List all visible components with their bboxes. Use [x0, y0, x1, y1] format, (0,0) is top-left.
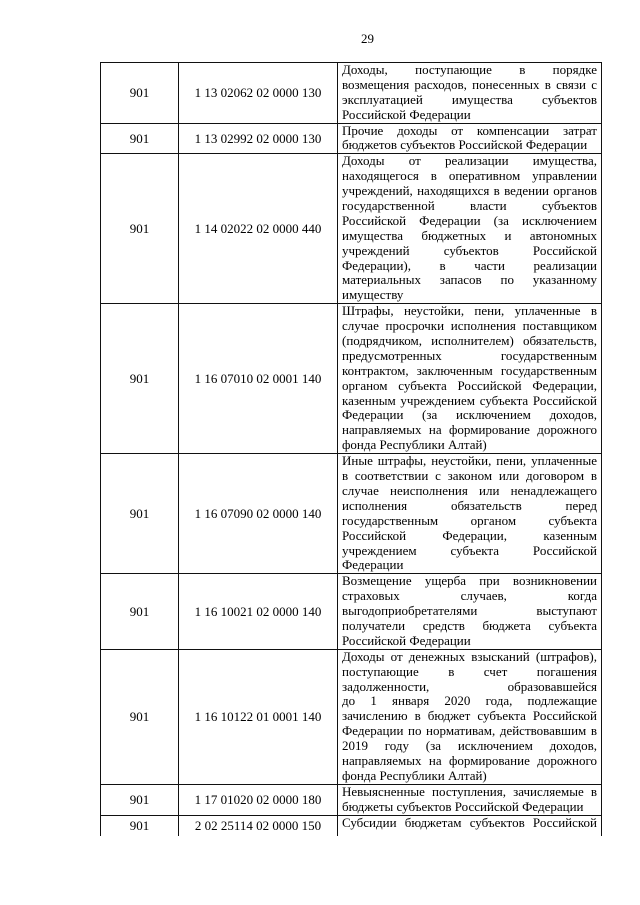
description-line: Субсидии бюджетам субъектов Российской — [342, 814, 597, 830]
description-cell — [337, 574, 602, 648]
description-line: органом субъекта Российской Федерации, — [342, 377, 597, 393]
description-line: государственной власти субъектов — [342, 198, 597, 214]
description-line: Федерации (за исключением доходов, — [342, 407, 597, 423]
description-line: выгодоприобретателями выступают — [342, 603, 597, 619]
description-line: случае неисполнения или ненадлежащего — [342, 482, 597, 498]
page-number: 29 — [361, 31, 374, 46]
description-line: поступающие в счет погашения — [342, 663, 597, 679]
description-line: бюджеты субъектов Российской Федерации — [342, 798, 584, 814]
budget-code-cell — [178, 454, 337, 573]
table-row — [100, 62, 602, 123]
description-line: Российской Федерации — [342, 632, 471, 648]
table-row — [100, 453, 602, 573]
budget-classification-code: 1 16 10122 01 0001 140 — [194, 709, 322, 725]
description-line: учреждением субъекта Российской — [342, 542, 597, 558]
budget-classification-code: 1 16 07090 02 0000 140 — [194, 506, 322, 522]
description-line: 2019 году (за исключением доходов, — [342, 738, 597, 754]
table-row — [100, 649, 602, 784]
admin-code-cell — [100, 454, 178, 573]
description-line: эксплуатацией имущества субъектов — [342, 91, 597, 107]
description-cell — [337, 304, 602, 453]
description-cell — [337, 124, 602, 154]
admin-code: 901 — [129, 792, 150, 808]
description-line: материальных запасов по указанному — [342, 272, 597, 288]
budget-code-cell — [178, 650, 337, 784]
budget-code-cell — [178, 304, 337, 453]
description-line: учреждений, находящихся в ведении органов — [342, 183, 597, 199]
admin-code: 901 — [129, 130, 150, 146]
admin-code: 901 — [129, 709, 150, 725]
budget-classification-code: 1 13 02992 02 0000 130 — [194, 130, 322, 146]
description-line: Доходы, поступающие в порядке — [342, 62, 597, 77]
admin-code: 901 — [129, 371, 150, 387]
description-line: бюджетов субъектов Российской Федерации — [342, 137, 588, 153]
budget-classification-code: 1 16 07010 02 0001 140 — [194, 371, 322, 387]
admin-code: 901 — [129, 506, 150, 522]
description-line: до 1 января 2020 года, подлежащие — [342, 693, 597, 709]
description-line: в соответствии с законом или договором в — [342, 468, 597, 484]
budget-classification-code: 2 02 25114 02 0000 150 — [194, 818, 322, 834]
description-cell — [337, 785, 602, 815]
description-line: государственным органом субъекта — [342, 512, 597, 528]
description-cell — [337, 816, 602, 837]
admin-code: 901 — [129, 85, 150, 101]
admin-code-cell — [100, 574, 178, 648]
table-row — [100, 303, 602, 453]
description-line: задолженности, образовавшейся — [342, 678, 597, 694]
description-line: Федерации по нормативам, действовавшим в — [342, 723, 597, 739]
description-cell — [337, 154, 602, 303]
budget-code-cell — [178, 154, 337, 303]
table-row — [100, 573, 602, 648]
budget-classification-code: 1 16 10021 02 0000 140 — [194, 604, 322, 619]
description-line: Российской Федерации — [342, 106, 471, 122]
description-line: учреждений субъектов Российской — [342, 242, 597, 258]
budget-classification-code: 1 17 01020 02 0000 180 — [194, 792, 322, 808]
description-line: Доходы от реализации имущества, — [342, 153, 597, 169]
description-line: Федерации), в части реализации — [342, 257, 597, 273]
budget-classification-code: 1 14 02022 02 0000 440 — [194, 221, 322, 237]
description-line: находящегося в оперативном управлении — [342, 168, 597, 184]
budget-code-cell — [178, 63, 337, 123]
description-line: имущества бюджетных и автономных — [342, 227, 597, 243]
admin-code-cell — [100, 154, 178, 303]
description-line: фонда Республики Алтай) — [342, 437, 487, 453]
description-cell — [337, 650, 602, 784]
description-line: страховых случаев, когда — [342, 588, 597, 604]
admin-code-cell — [100, 816, 178, 837]
admin-code-cell — [100, 785, 178, 815]
description-line: фонда Республики Алтай) — [342, 767, 487, 783]
admin-code-cell — [100, 63, 178, 123]
table-row — [100, 153, 602, 303]
description-line: предусмотренных государственным — [342, 347, 597, 363]
description-line: случае просрочки исполнения поставщиком — [342, 318, 597, 334]
description-line: Прочие доходы от компенсации затрат — [342, 122, 597, 138]
description-line: получатели средств бюджета субъекта — [342, 617, 597, 633]
description-line: Возмещение ущерба при возникновении — [342, 573, 597, 589]
admin-code-cell — [100, 304, 178, 453]
description-line: Штрафы, неустойки, пени, уплаченные в — [342, 303, 597, 319]
description-line: Иные штрафы, неустойки, пени, уплаченные — [342, 453, 597, 469]
description-line: Российской Федерации, казенным — [342, 527, 597, 543]
budget-classification-code: 1 13 02062 02 0000 130 — [194, 85, 322, 101]
admin-code-cell — [100, 124, 178, 154]
admin-code-cell — [100, 650, 178, 784]
description-line: исполнения обязательств перед — [342, 497, 597, 513]
table-row — [100, 815, 602, 837]
description-line: контрактом, заключенным государственным — [342, 362, 597, 378]
description-line: (подрядчиком, исполнителем) обязательств, — [342, 333, 597, 349]
budget-code-cell — [178, 816, 337, 837]
description-line: Федерации — [342, 557, 404, 573]
description-cell — [337, 454, 602, 573]
admin-code: 901 — [129, 818, 150, 834]
budget-classification-table — [100, 62, 602, 836]
table-row — [100, 123, 602, 154]
description-line: направляемых на формирование дорожного — [342, 422, 597, 438]
description-line: зачислению в бюджет субъекта Российской — [342, 708, 597, 724]
description-line: Российской Федерации (за исключением — [342, 212, 597, 228]
description-cell — [337, 63, 602, 123]
description-line: Невыясненные поступления, зачисляемые в — [342, 783, 597, 799]
budget-code-cell — [178, 785, 337, 815]
description-line: направляемых на формирование дорожного — [342, 752, 597, 768]
table-row — [100, 784, 602, 815]
description-line: казенным учреждением субъекта Российской — [342, 392, 597, 408]
description-line: возмещения расходов, понесенных в связи с — [342, 76, 597, 92]
budget-code-cell — [178, 124, 337, 154]
description-line: Доходы от денежных взысканий (штрафов), — [342, 648, 597, 664]
admin-code: 901 — [129, 221, 150, 237]
budget-code-cell — [178, 574, 337, 648]
description-line: имуществу — [342, 287, 404, 303]
admin-code: 901 — [129, 604, 150, 619]
